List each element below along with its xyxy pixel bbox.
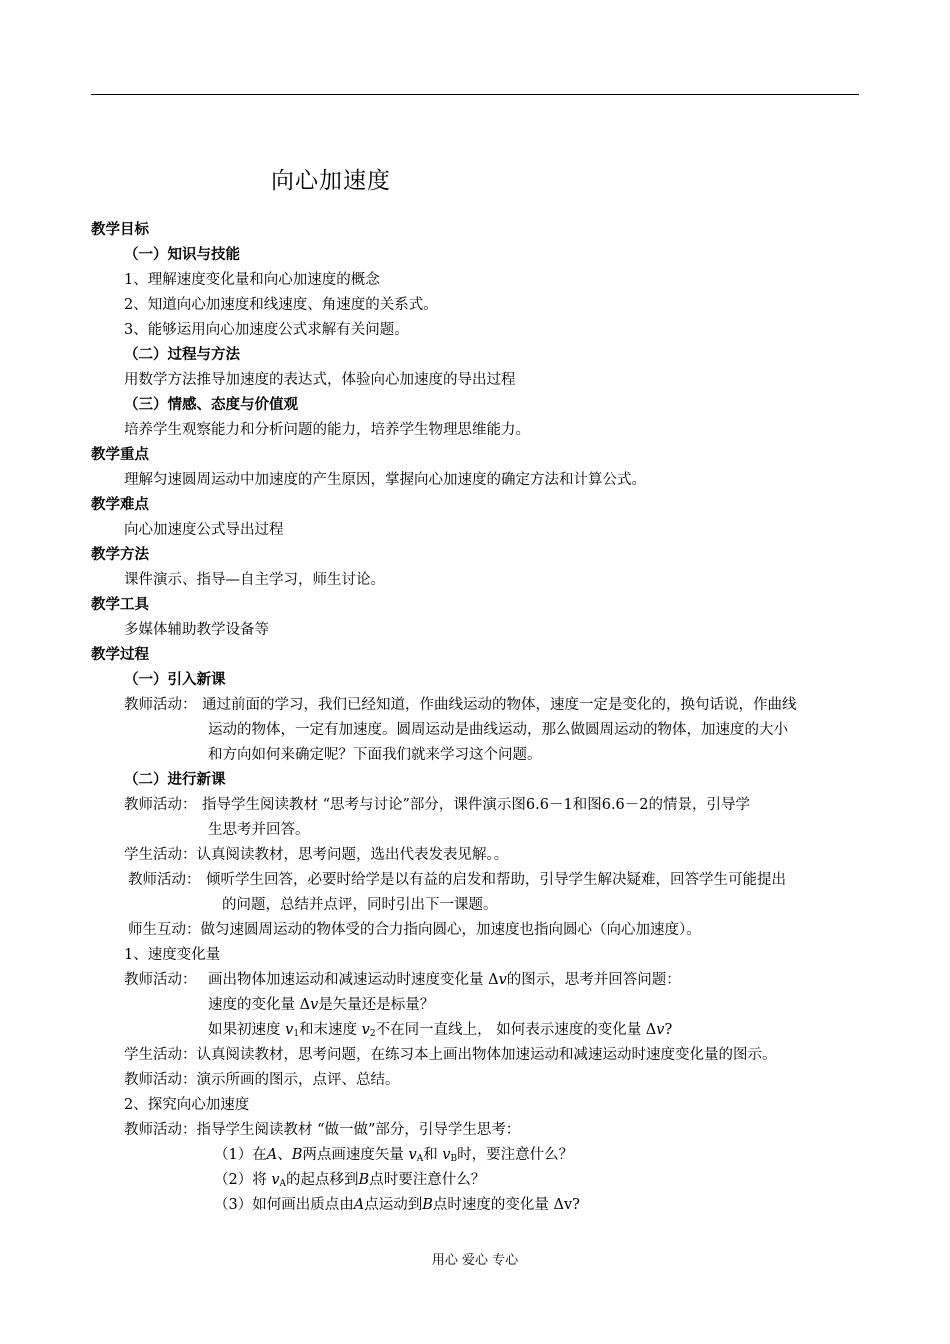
- heading-method: 教学方法: [91, 547, 149, 563]
- teacher1-line2: 生思考并回答。: [208, 822, 310, 838]
- intro-line2: 运动的物体，一定有加速度。圆周运动是曲线运动，那么做圆周运动的物体，加速度的大小: [208, 722, 788, 738]
- interaction: 师生互动：做匀速圆周运动的物体受的合力指向圆心，加速度也指向圆心（向心加速度）。: [128, 922, 701, 938]
- goals-item1: 1、理解速度变化量和向心加速度的概念: [124, 272, 380, 288]
- teacher5: 教师活动：指导学生阅读教材 “做一做”部分，引导学生思考：: [124, 1122, 521, 1138]
- goals-text2: 用数学方法推导加速度的表达式，体验向心加速度的导出过程: [124, 372, 516, 388]
- header-rule: [91, 94, 859, 95]
- intro-line1: 通过前面的学习，我们已经知道，作曲线运动的物体，速度一定是变化的，换句话说，作曲线: [202, 697, 797, 713]
- teacher2-line2: 的问题，总结并点评，同时引出下一课题。: [222, 897, 498, 913]
- goals-item2: 2、知道向心加速度和线速度、角速度的关系式。: [124, 297, 438, 313]
- teacher4: 教师活动：演示所画的图示，点评、总结。: [124, 1072, 400, 1088]
- key-text: 理解匀速圆周运动中加速度的产生原因，掌握向心加速度的确定方法和计算公式。: [124, 472, 646, 488]
- goals-sub1: （一）知识与技能: [124, 247, 240, 263]
- process-sub1: （一）引入新课: [124, 672, 226, 688]
- process-sub2: （二）进行新课: [124, 772, 226, 788]
- teacher2-line1: 倾听学生回答，必要时给学是以有益的启发和帮助，引导学生解决疑难，回答学生可能提出: [206, 872, 786, 888]
- question1: 速度的变化量 Δv是矢量还是标量？: [208, 997, 435, 1013]
- heading-difficulty: 教学难点: [91, 497, 149, 513]
- teacher3-line: 画出物体加速运动和减速运动时速度变化量 Δv的图示，思考并回答问题：: [208, 972, 681, 988]
- point2: （2）将 vA的起点移到B点时要注意什么？: [214, 1172, 486, 1189]
- intro-line3: 和方向如何来确定呢？下面我们就来学习这个问题。: [208, 747, 542, 763]
- student2: 学生活动：认真阅读教材，思考问题，在练习本上画出物体加速运动和减速运动时速度变化量的图示。: [124, 1047, 777, 1063]
- section-centripetal: 2、探究向心加速度: [124, 1097, 250, 1113]
- goals-text3: 培养学生观察能力和分析问题的能力，培养学生物理思维能力。: [124, 422, 530, 438]
- tools-text: 多媒体辅助教学设备等: [124, 622, 269, 638]
- question2: 如果初速度 v1和末速度 v2不在同一直线上， 如何表示速度的变化量 Δv?: [208, 1022, 673, 1039]
- difficulty-text: 向心加速度公式导出过程: [124, 522, 284, 538]
- goals-item3: 3、能够运用向心加速度公式求解有关问题。: [124, 322, 409, 338]
- teacher3-label: 教师活动：: [124, 972, 197, 988]
- heading-tools: 教学工具: [91, 597, 149, 613]
- teacher2-label: 教师活动：: [128, 872, 201, 888]
- section-velocity-change: 1、速度变化量: [124, 947, 221, 963]
- page-title: 向心加速度: [271, 168, 391, 194]
- point1: （1）在A、B两点画速度矢量 vA和 vB时，要注意什么？: [214, 1147, 574, 1164]
- method-text: 课件演示、指导—自主学习，师生讨论。: [124, 572, 385, 588]
- page-footer: 用心 爱心 专心: [431, 1253, 519, 1268]
- intro-label: 教师活动：: [124, 697, 197, 713]
- heading-key: 教学重点: [91, 447, 149, 463]
- heading-process: 教学过程: [91, 647, 149, 663]
- teacher1-line1: 指导学生阅读教材 “思考与讨论”部分，课件演示图6.6－1和图6.6－2的情景，引导学: [202, 797, 751, 813]
- goals-sub3: （三）情感、态度与价值观: [124, 397, 298, 413]
- point3: （3）如何画出质点由A点运动到B点时速度的变化量 Δv?: [214, 1197, 580, 1213]
- heading-goals: 教学目标: [91, 222, 149, 238]
- student1: 学生活动：认真阅读教材，思考问题，选出代表发表见解。。: [124, 847, 509, 863]
- teacher1-label: 教师活动：: [124, 797, 197, 813]
- goals-sub2: （二）过程与方法: [124, 347, 240, 363]
